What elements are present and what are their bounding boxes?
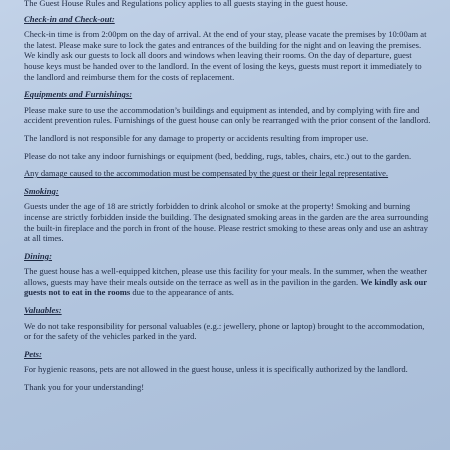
pets-paragraph: For hygienic reasons, pets are not allowed in the guest house, unless it is specifically authorized by the landlord. [24,364,408,375]
section-heading-equipment: Equipments and Furnishings: [24,89,133,100]
equipment-paragraph-furnishings: Please do not take any indoor furnishings or equipment (bed, bedding, rugs, tables, chairs, etc.) out to the garden. [24,150,412,161]
section-heading-valuables: Valuables: [24,305,62,316]
equipment-paragraph-liability: The landlord is not responsible for any damage to property or accidents resulting from improper use. [24,132,369,143]
section-heading-smoking: Smoking: [24,185,59,196]
valuables-paragraph: We do not take responsibility for personal valuables (e.g.: jewellery, phone or laptop) brought to the accommodation, or for the safety of the vehicles parked in the yard. [24,320,425,342]
checkin-paragraph: Check-in time is from 2:00pm on the day of arrival. At the end of your stay, please vacate the premises by 10:00am at the latest. Please make sure to lock the gates and entrances of the building for the night and on leaving the premises. We kindly ask our guests to lock all doors and windows when leaving their rooms. On the day of departure, guest house keys must be handed over to the landlord. In the event of losing the keys, guests must report it immediately to the landlord and reimburse them for the costs of replacement. [24,29,427,82]
dining-text-emphasis: We kindly ask our guests not to eat in the rooms [24,276,427,298]
smoking-paragraph: Guests under the age of 18 are strictly forbidden to drink alcohol or smoke at the property! Smoking and burning incense are strictly forbidden inside the building. The designated smoking areas in the garden are the area surrounding the built-in fireplace and the porch in front of the house. Please restrict smoking to these areas only and use an ashtray at all times. [24,201,429,244]
dining-paragraph [24,266,432,298]
section-heading-dining: Dining: [24,250,53,261]
closing-line: Thank you for your understanding! [24,382,145,393]
dining-text-end: due to the appearance of ants. [130,287,234,298]
equipment-paragraph-use: Please make sure to use the accommodation’s buildings and equipment as intended, and by complying with fire and accident prevention rules. Furnishings of the guest house can only be rearranged with the prior consent of the landlord. [24,104,431,126]
dining-text-start: The guest house has a well-equipped kitchen, please use this facility for your meals. In the summer, when the weather allows, guests may have their meals outside on the terrace as well as in the pavilion in the garden. [24,266,428,287]
equipment-paragraph-damage: Any damage caused to the accommodation must be compensated by the guest or their legal representative. [24,168,389,179]
intro-paragraph: The Guest House Rules and Regulations policy applies to all guests staying in the guest house. [24,0,348,8]
section-heading-pets: Pets: [24,348,42,359]
policy-text-column [24,0,432,400]
section-heading-checkin: Check-in and Check-out: [24,13,115,24]
